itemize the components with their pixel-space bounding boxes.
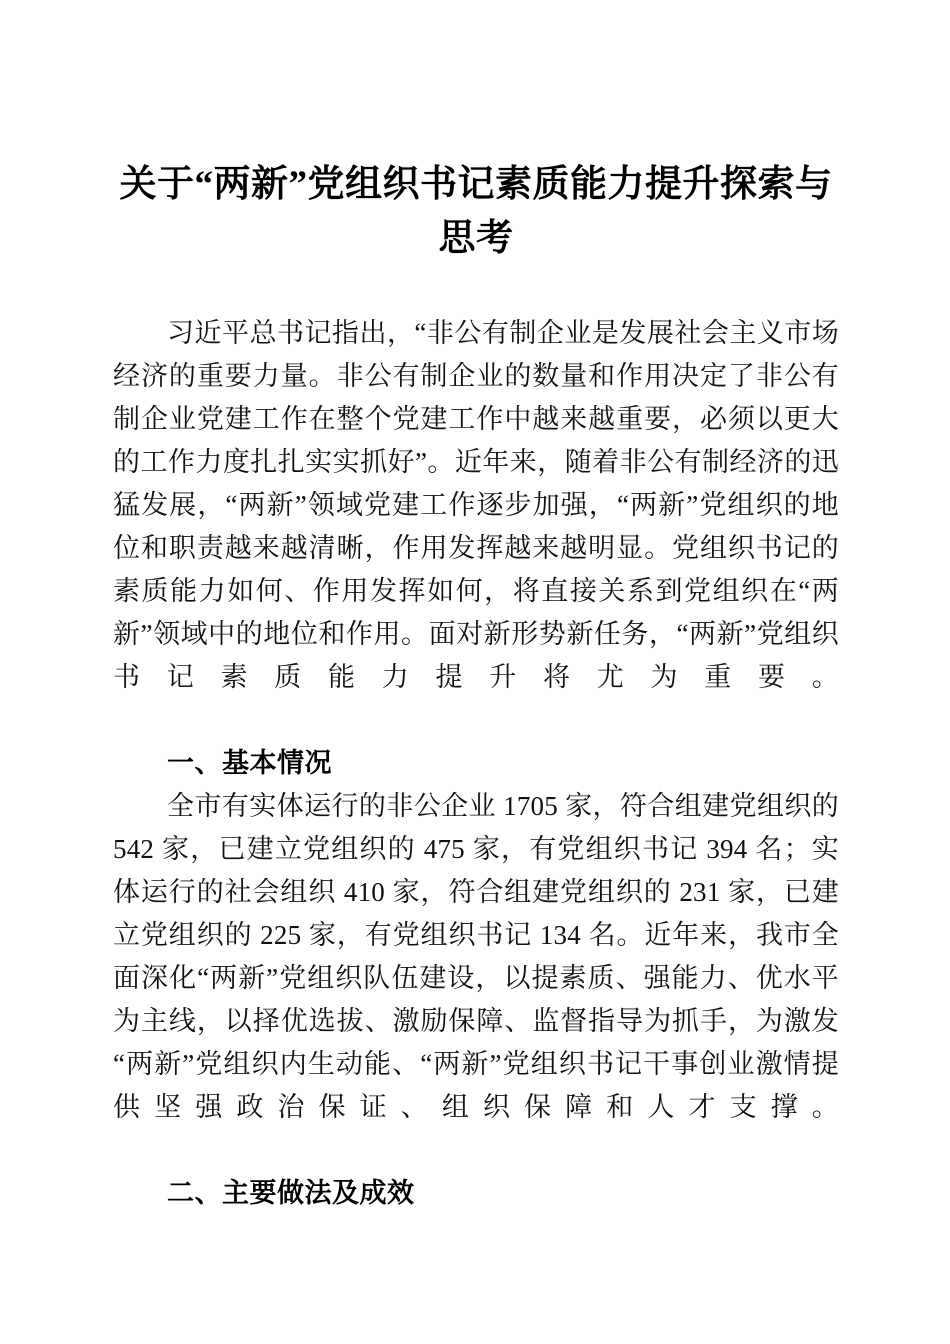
paragraph-intro: 习近平总书记指出，“非公有制企业是发展社会主义市场经济的重要力量。非公有制企业的数量和作用决定了非公有制企业党建工作在整个党建工作中越来越重要，必须以更大的工作力度扎扎实实抓好”。近年来，随着非公有制经济的迅猛发展，“两新”领域党建工作逐步加强，“两新”党组织的地位和职责越来越清晰，作用发挥越来越明显。党组织书记的素质能力如何、作用发挥如何，将直接关系到党组织在“两新”领域中的地位和作用。面对新形势新任务，“两新”党组织书记素质能力提升将尤为重要。 [113,318,839,692]
heading-section-2: 二、主要做法及成效 [167,1178,415,1208]
document-content-flow [113,312,839,1215]
page-title: 关于“两新”党组织书记素质能力提升探索与思考 [119,164,833,259]
paragraph-basic-situation: 全市有实体运行的非公企业 1705 家，符合组建党组织的 542 家，已建立党组织的 475 家，有党组织书记 394 名；实体运行的社会组织 410 家，符合组建党组织的 231 家，已建立党组织的 225 家，有党组织书记 134 名。近年来，我市全面深化“两新”党组织队伍建设，以提素质、强能力、优水平为主线，以择优选拔、激励保障、监督指导为抓手，为激发“两新”党组织内生动能、“两新”党组织书记干事创业激情提供坚强政治保证、组织保障和人才支撑。 [113,791,839,1122]
heading-section-1: 一、基本情况 [167,748,332,778]
